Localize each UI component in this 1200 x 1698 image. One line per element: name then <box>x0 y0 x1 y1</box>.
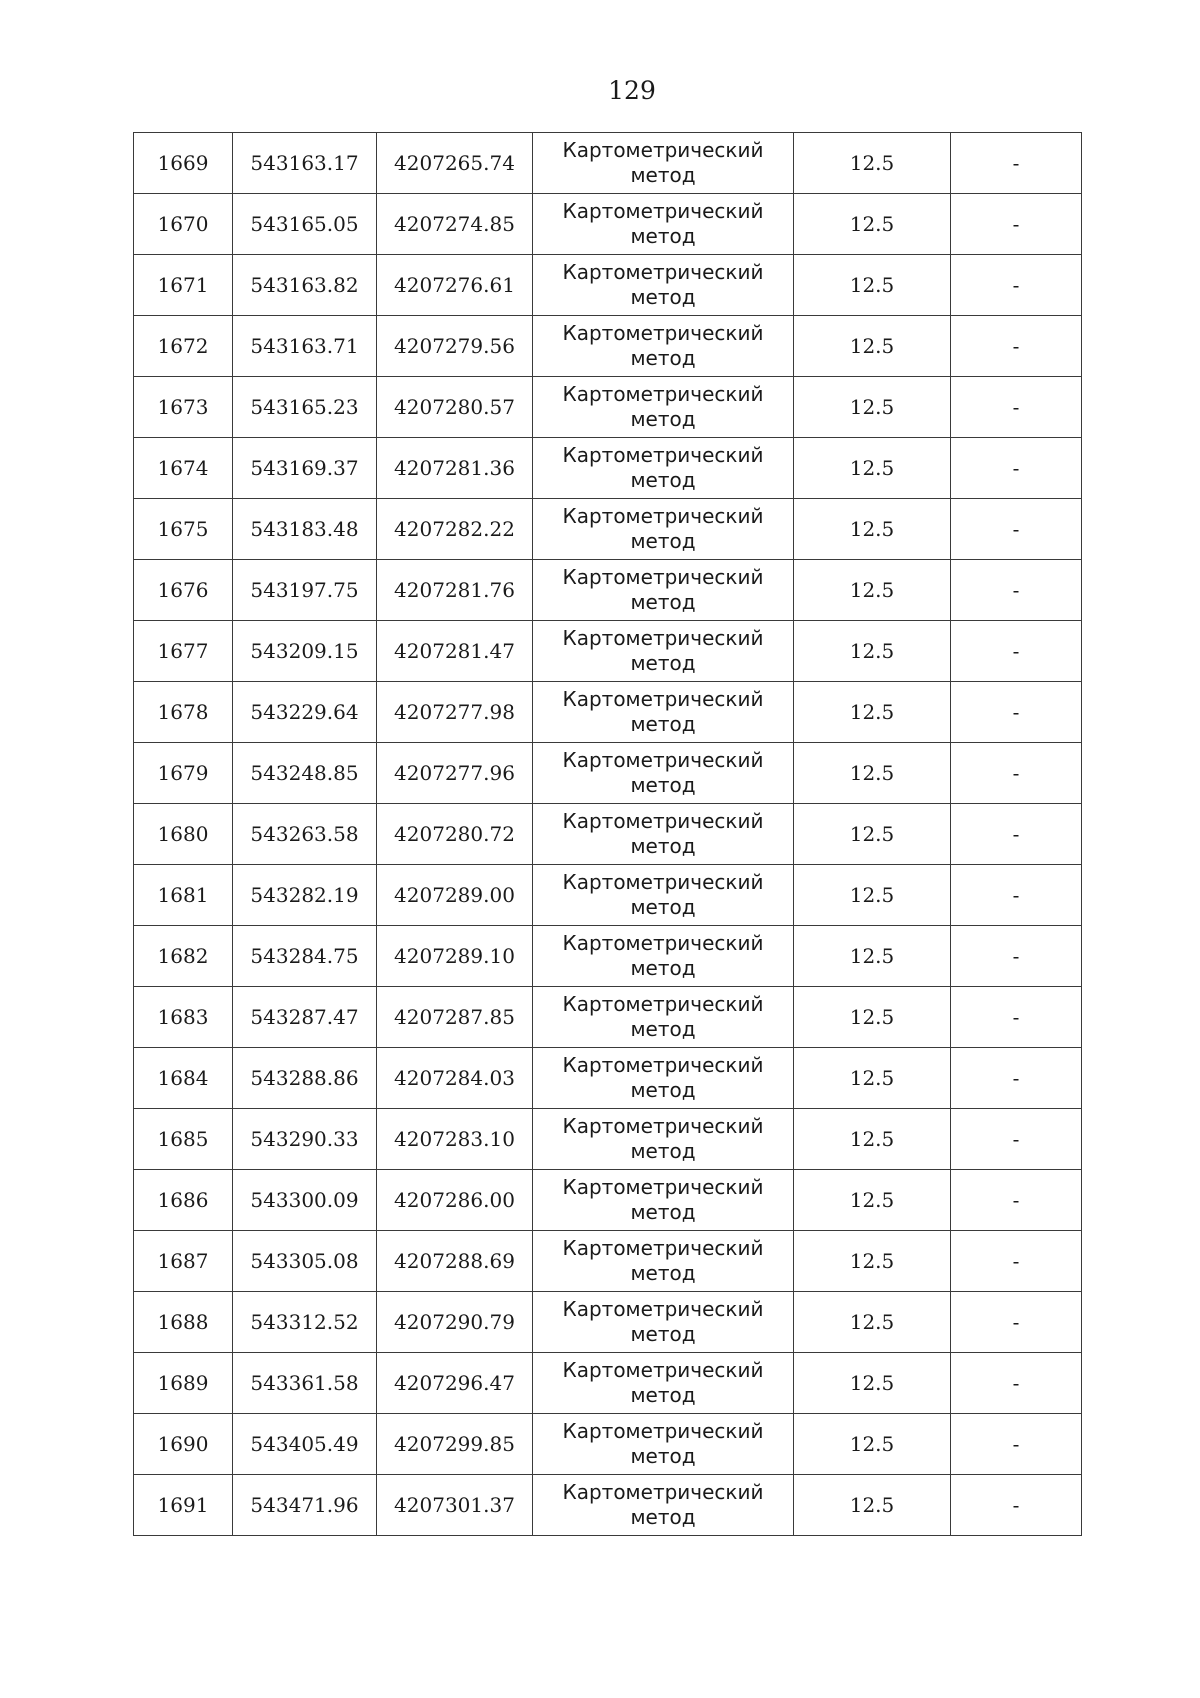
x-coordinate-cell: 543163.82 <box>233 255 377 316</box>
method-line-2: метод <box>630 1139 696 1163</box>
method-line-1: Картометрический <box>562 443 764 467</box>
y-coordinate-cell: 4207280.57 <box>377 377 533 438</box>
point-number-cell: 1691 <box>134 1475 233 1536</box>
method-cell <box>533 804 794 865</box>
point-number-cell: 1676 <box>134 560 233 621</box>
table-row <box>134 804 1082 865</box>
method-line-2: метод <box>630 407 696 431</box>
table-row <box>134 1475 1082 1536</box>
x-coordinate-cell: 543405.49 <box>233 1414 377 1475</box>
method-cell <box>533 1292 794 1353</box>
x-coordinate-cell: 543288.86 <box>233 1048 377 1109</box>
method-line-1: Картометрический <box>562 931 764 955</box>
method-line-1: Картометрический <box>562 382 764 406</box>
point-number-cell: 1677 <box>134 621 233 682</box>
accuracy-cell: 12.5 <box>794 1231 951 1292</box>
table-row <box>134 743 1082 804</box>
point-number-cell: 1685 <box>134 1109 233 1170</box>
method-line-1: Картометрический <box>562 199 764 223</box>
method-line-1: Картометрический <box>562 809 764 833</box>
method-cell <box>533 1353 794 1414</box>
method-line-2: метод <box>630 1261 696 1285</box>
method-line-1: Картометрический <box>562 992 764 1016</box>
point-number-cell: 1671 <box>134 255 233 316</box>
table-row <box>134 1292 1082 1353</box>
point-number-cell: 1682 <box>134 926 233 987</box>
point-number-cell: 1688 <box>134 1292 233 1353</box>
note-cell: - <box>951 1414 1082 1475</box>
note-cell: - <box>951 926 1082 987</box>
point-number-cell: 1684 <box>134 1048 233 1109</box>
x-coordinate-cell: 543248.85 <box>233 743 377 804</box>
x-coordinate-cell: 543263.58 <box>233 804 377 865</box>
method-cell <box>533 865 794 926</box>
method-line-1: Картометрический <box>562 321 764 345</box>
method-cell <box>533 1475 794 1536</box>
accuracy-cell: 12.5 <box>794 621 951 682</box>
method-line-1: Картометрический <box>562 504 764 528</box>
x-coordinate-cell: 543165.23 <box>233 377 377 438</box>
method-line-2: метод <box>630 956 696 980</box>
method-line-2: метод <box>630 1383 696 1407</box>
y-coordinate-cell: 4207286.00 <box>377 1170 533 1231</box>
accuracy-cell: 12.5 <box>794 682 951 743</box>
accuracy-cell: 12.5 <box>794 1414 951 1475</box>
accuracy-cell: 12.5 <box>794 987 951 1048</box>
table-row <box>134 1109 1082 1170</box>
table-row <box>134 499 1082 560</box>
method-line-1: Картометрический <box>562 870 764 894</box>
method-line-2: метод <box>630 1200 696 1224</box>
method-line-1: Картометрический <box>562 1297 764 1321</box>
method-cell <box>533 987 794 1048</box>
method-line-2: метод <box>630 468 696 492</box>
table-row <box>134 377 1082 438</box>
accuracy-cell: 12.5 <box>794 1475 951 1536</box>
point-number-cell: 1675 <box>134 499 233 560</box>
y-coordinate-cell: 4207284.03 <box>377 1048 533 1109</box>
method-cell <box>533 1170 794 1231</box>
y-coordinate-cell: 4207281.36 <box>377 438 533 499</box>
note-cell: - <box>951 377 1082 438</box>
table-row <box>134 1414 1082 1475</box>
method-line-1: Картометрический <box>562 748 764 772</box>
y-coordinate-cell: 4207301.37 <box>377 1475 533 1536</box>
note-cell: - <box>951 743 1082 804</box>
y-coordinate-cell: 4207279.56 <box>377 316 533 377</box>
method-line-2: метод <box>630 590 696 614</box>
point-number-cell: 1683 <box>134 987 233 1048</box>
point-number-cell: 1686 <box>134 1170 233 1231</box>
note-cell: - <box>951 1231 1082 1292</box>
method-cell <box>533 560 794 621</box>
note-cell: - <box>951 865 1082 926</box>
x-coordinate-cell: 543471.96 <box>233 1475 377 1536</box>
y-coordinate-cell: 4207276.61 <box>377 255 533 316</box>
coordinates-table <box>133 132 1082 1536</box>
note-cell: - <box>951 1109 1082 1170</box>
point-number-cell: 1669 <box>134 133 233 194</box>
note-cell: - <box>951 987 1082 1048</box>
accuracy-cell: 12.5 <box>794 743 951 804</box>
y-coordinate-cell: 4207282.22 <box>377 499 533 560</box>
method-line-1: Картометрический <box>562 1236 764 1260</box>
x-coordinate-cell: 543282.19 <box>233 865 377 926</box>
method-cell <box>533 194 794 255</box>
method-line-1: Картометрический <box>562 1053 764 1077</box>
method-line-1: Картометрический <box>562 1114 764 1138</box>
accuracy-cell: 12.5 <box>794 194 951 255</box>
note-cell: - <box>951 560 1082 621</box>
table-row <box>134 621 1082 682</box>
x-coordinate-cell: 543169.37 <box>233 438 377 499</box>
point-number-cell: 1672 <box>134 316 233 377</box>
point-number-cell: 1689 <box>134 1353 233 1414</box>
note-cell: - <box>951 1353 1082 1414</box>
note-cell: - <box>951 804 1082 865</box>
note-cell: - <box>951 1475 1082 1536</box>
note-cell: - <box>951 133 1082 194</box>
y-coordinate-cell: 4207274.85 <box>377 194 533 255</box>
method-line-2: метод <box>630 1078 696 1102</box>
y-coordinate-cell: 4207296.47 <box>377 1353 533 1414</box>
method-cell <box>533 1048 794 1109</box>
method-line-1: Картометрический <box>562 1358 764 1382</box>
y-coordinate-cell: 4207281.47 <box>377 621 533 682</box>
point-number-cell: 1681 <box>134 865 233 926</box>
method-cell <box>533 377 794 438</box>
method-line-2: метод <box>630 285 696 309</box>
y-coordinate-cell: 4207289.10 <box>377 926 533 987</box>
table-row <box>134 316 1082 377</box>
method-line-2: метод <box>630 651 696 675</box>
method-cell <box>533 438 794 499</box>
method-cell <box>533 1109 794 1170</box>
x-coordinate-cell: 543163.71 <box>233 316 377 377</box>
point-number-cell: 1670 <box>134 194 233 255</box>
accuracy-cell: 12.5 <box>794 1048 951 1109</box>
accuracy-cell: 12.5 <box>794 804 951 865</box>
method-line-2: метод <box>630 529 696 553</box>
y-coordinate-cell: 4207299.85 <box>377 1414 533 1475</box>
table-row <box>134 438 1082 499</box>
accuracy-cell: 12.5 <box>794 865 951 926</box>
accuracy-cell: 12.5 <box>794 1353 951 1414</box>
point-number-cell: 1673 <box>134 377 233 438</box>
x-coordinate-cell: 543197.75 <box>233 560 377 621</box>
point-number-cell: 1690 <box>134 1414 233 1475</box>
table-row <box>134 194 1082 255</box>
method-line-1: Картометрический <box>562 626 764 650</box>
table-row <box>134 133 1082 194</box>
note-cell: - <box>951 499 1082 560</box>
y-coordinate-cell: 4207283.10 <box>377 1109 533 1170</box>
x-coordinate-cell: 543183.48 <box>233 499 377 560</box>
table-row <box>134 926 1082 987</box>
method-line-1: Картометрический <box>562 687 764 711</box>
y-coordinate-cell: 4207280.72 <box>377 804 533 865</box>
table-row <box>134 1231 1082 1292</box>
x-coordinate-cell: 543209.15 <box>233 621 377 682</box>
accuracy-cell: 12.5 <box>794 316 951 377</box>
method-cell <box>533 682 794 743</box>
y-coordinate-cell: 4207289.00 <box>377 865 533 926</box>
accuracy-cell: 12.5 <box>794 499 951 560</box>
method-line-1: Картометрический <box>562 565 764 589</box>
y-coordinate-cell: 4207290.79 <box>377 1292 533 1353</box>
point-number-cell: 1674 <box>134 438 233 499</box>
point-number-cell: 1680 <box>134 804 233 865</box>
note-cell: - <box>951 1048 1082 1109</box>
accuracy-cell: 12.5 <box>794 560 951 621</box>
x-coordinate-cell: 543163.17 <box>233 133 377 194</box>
y-coordinate-cell: 4207265.74 <box>377 133 533 194</box>
method-cell <box>533 926 794 987</box>
x-coordinate-cell: 543229.64 <box>233 682 377 743</box>
page-number: 129 <box>608 76 656 105</box>
method-line-1: Картометрический <box>562 1419 764 1443</box>
method-line-1: Картометрический <box>562 1175 764 1199</box>
method-line-1: Картометрический <box>562 1480 764 1504</box>
method-line-2: метод <box>630 224 696 248</box>
method-line-2: метод <box>630 346 696 370</box>
note-cell: - <box>951 1170 1082 1231</box>
table-row <box>134 682 1082 743</box>
table-row <box>134 1048 1082 1109</box>
method-line-1: Картометрический <box>562 260 764 284</box>
method-cell <box>533 499 794 560</box>
x-coordinate-cell: 543312.52 <box>233 1292 377 1353</box>
x-coordinate-cell: 543305.08 <box>233 1231 377 1292</box>
note-cell: - <box>951 316 1082 377</box>
note-cell: - <box>951 621 1082 682</box>
x-coordinate-cell: 543361.58 <box>233 1353 377 1414</box>
method-cell <box>533 1231 794 1292</box>
x-coordinate-cell: 543165.05 <box>233 194 377 255</box>
note-cell: - <box>951 682 1082 743</box>
x-coordinate-cell: 543290.33 <box>233 1109 377 1170</box>
method-line-2: метод <box>630 895 696 919</box>
x-coordinate-cell: 543284.75 <box>233 926 377 987</box>
note-cell: - <box>951 1292 1082 1353</box>
note-cell: - <box>951 194 1082 255</box>
y-coordinate-cell: 4207277.96 <box>377 743 533 804</box>
method-line-2: метод <box>630 773 696 797</box>
method-cell <box>533 133 794 194</box>
note-cell: - <box>951 438 1082 499</box>
accuracy-cell: 12.5 <box>794 1170 951 1231</box>
method-line-1: Картометрический <box>562 138 764 162</box>
y-coordinate-cell: 4207288.69 <box>377 1231 533 1292</box>
table-row <box>134 560 1082 621</box>
coordinates-table-body <box>134 133 1082 1536</box>
method-cell <box>533 255 794 316</box>
method-line-2: метод <box>630 834 696 858</box>
accuracy-cell: 12.5 <box>794 1109 951 1170</box>
accuracy-cell: 12.5 <box>794 133 951 194</box>
method-line-2: метод <box>630 1017 696 1041</box>
method-cell <box>533 1414 794 1475</box>
table-row <box>134 865 1082 926</box>
y-coordinate-cell: 4207277.98 <box>377 682 533 743</box>
table-row <box>134 1170 1082 1231</box>
point-number-cell: 1687 <box>134 1231 233 1292</box>
method-line-2: метод <box>630 1322 696 1346</box>
method-cell <box>533 743 794 804</box>
accuracy-cell: 12.5 <box>794 1292 951 1353</box>
method-cell <box>533 621 794 682</box>
accuracy-cell: 12.5 <box>794 438 951 499</box>
table-row <box>134 1353 1082 1414</box>
accuracy-cell: 12.5 <box>794 926 951 987</box>
accuracy-cell: 12.5 <box>794 377 951 438</box>
method-cell <box>533 316 794 377</box>
method-line-2: метод <box>630 1444 696 1468</box>
point-number-cell: 1678 <box>134 682 233 743</box>
accuracy-cell: 12.5 <box>794 255 951 316</box>
x-coordinate-cell: 543300.09 <box>233 1170 377 1231</box>
x-coordinate-cell: 543287.47 <box>233 987 377 1048</box>
table-row <box>134 255 1082 316</box>
method-line-2: метод <box>630 163 696 187</box>
y-coordinate-cell: 4207287.85 <box>377 987 533 1048</box>
point-number-cell: 1679 <box>134 743 233 804</box>
note-cell: - <box>951 255 1082 316</box>
table-row <box>134 987 1082 1048</box>
method-line-2: метод <box>630 712 696 736</box>
y-coordinate-cell: 4207281.76 <box>377 560 533 621</box>
method-line-2: метод <box>630 1505 696 1529</box>
